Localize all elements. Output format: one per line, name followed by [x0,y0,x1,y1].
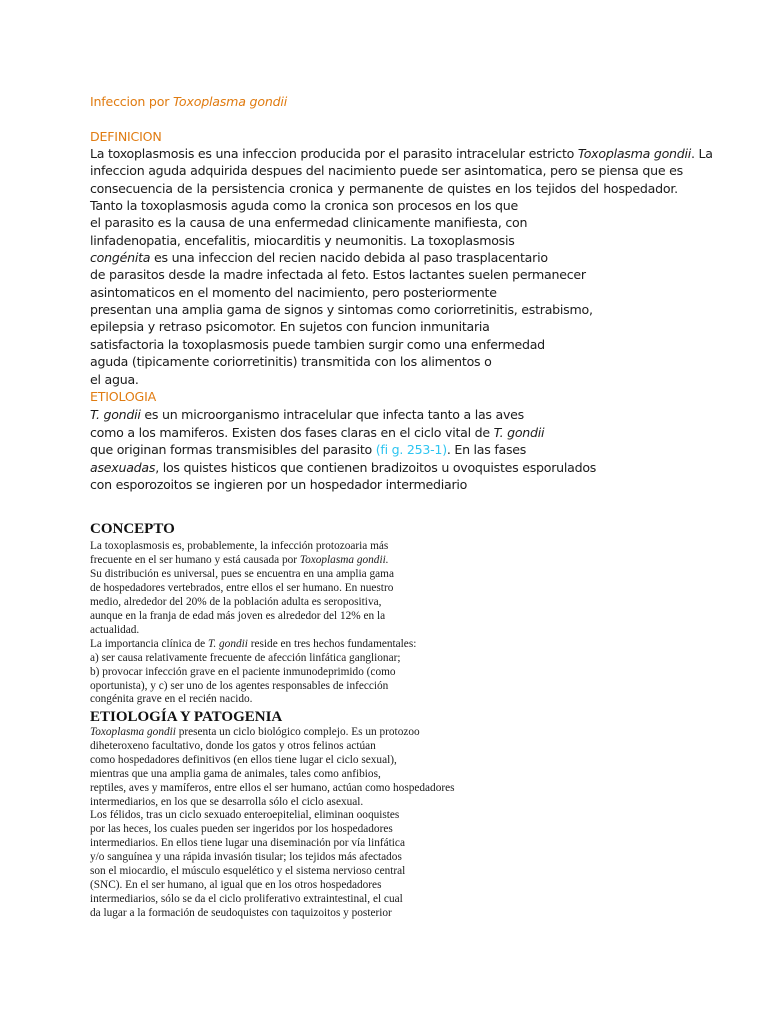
text-segment: intermediarios. En ellos tiene lugar una diseminación por vía linfática [90,837,405,850]
etiologia-heading: ETIOLOGIA [90,389,157,404]
text-segment: el agua. [90,371,139,387]
italic-term: T. gondii [493,424,545,440]
text-segment: de hospedadores vertebrados, entre ellos el ser humano. En nuestro [90,581,394,594]
text-line [90,850,402,864]
text-line [90,623,139,637]
text-segment: . La [691,146,713,161]
text-segment: intermediarios, en los que se desarrolla sólo el ciclo asexual. [90,795,364,808]
italic-term: T. gondii [90,407,141,422]
italic-term: congénita [90,250,151,266]
text-line [90,318,490,336]
text-segment: de parasitos desde la madre infectada al feto. Estos lactantes suelen permanecer [90,267,586,283]
text-line [90,162,683,180]
text-segment: b) provocar infección grave en el paciente inmunodeprimido (como [90,665,396,678]
text-segment: diheteroxeno facultativo, donde los gatos y otros felinos actúan [90,739,376,752]
text-segment: que originan formas transmisibles del parasito [90,442,376,457]
text-line [90,679,388,693]
text-segment: La toxoplasmosis es una infeccion producida por el parasito intracelular estricto [90,146,578,161]
text-line [90,459,596,477]
text-segment: medio, alrededor del 20% de la población adulta es seropositiva, [90,595,382,608]
text-line [90,906,392,920]
text-segment: es un microorganismo intracelular que infecta tanto a las aves [140,407,524,422]
text-line [90,441,526,459]
text-line [90,892,403,906]
text-segment: frecuente en el ser humano y está causada por [90,553,300,566]
text-line [90,581,393,595]
text-line [90,795,363,809]
text-segment: infeccion aguda adquirida despues del nacimiento puede ser asintomatica, pero se piensa que es [90,163,683,179]
text-line [90,595,381,609]
concepto-heading: CONCEPTO [90,521,175,537]
text-segment: a) ser causa relativamente frecuente de afección linfática ganglionar; [90,651,401,664]
text-segment: linfadenopatia, encefalitis, miocarditis y neumonitis. La toxoplasmosis [90,232,515,248]
text-line [90,266,586,284]
text-line [90,808,399,822]
title-text: Infeccion por [90,94,173,109]
text-line [90,232,515,250]
text-line [90,406,524,424]
text-segment: epilepsia y retraso psicomotor. En sujetos con funcion inmunitaria [90,319,490,335]
etiologia-patogenia-heading: ETIOLOGÍA Y PATOGENIA [90,709,283,725]
text-segment: La toxoplasmosis es, probablemente, la infección protozoaria más [90,540,389,552]
text-line [90,753,397,767]
text-line [90,651,401,665]
text-line [90,767,381,781]
text-segment: oportunista), y c) ser uno de los agentes responsables de infección [90,679,389,692]
text-segment: aguda (tipicamente coriorretinitis) transmitida con los alimentos o [90,354,492,370]
italic-term: asexuadas [90,459,156,475]
italic-term: Toxoplasma gondii. [299,553,389,566]
text-line [90,692,252,706]
italic-term: T. gondii [207,637,248,650]
text-segment: y/o sanguínea y una rápida invasión tisular; los tejidos más afectados [90,851,402,864]
text-line [90,424,544,442]
text-line [90,180,678,198]
text-line [90,609,385,623]
text-line [90,371,139,389]
text-segment: intermediarios, sólo se da el ciclo proliferativo extraintestinal, el cual [90,892,403,905]
text-segment: reside en tres hechos fundamentales: [247,637,417,650]
text-segment: son el miocardio, el músculo esquelético y el sistema nervioso central [90,865,406,877]
document-title [90,94,287,109]
text-segment: con esporozoitos se ingieren por un hospedador intermediario [90,477,468,492]
text-segment: asintomaticos en el momento del nacimiento, pero posteriormente [90,284,497,300]
text-line [90,822,393,836]
text-line [90,197,518,215]
text-line [90,476,467,494]
text-segment: presenta un ciclo biológico complejo. Es un protozoo [175,726,420,738]
text-segment: . En las fases [446,442,527,457]
text-segment: como a los mamiferos. Existen dos fases claras en el ciclo vital de [90,424,494,440]
text-segment: satisfactoria la toxoplasmosis puede tambien surgir como una enfermedad [90,336,545,352]
text-segment: aunque en la franja de edad más joven es alrededor del 12% en la [90,609,386,622]
text-line [90,249,548,267]
italic-term: Toxoplasma gondii [577,146,692,161]
italic-term: Toxoplasma gondii [90,726,176,738]
text-segment: Tanto la toxoplasmosis aguda como la cronica son procesos en los que [90,198,519,213]
title-species: Toxoplasma gondii [173,94,288,109]
text-segment: actualidad. [90,623,140,636]
text-segment: por las heces, los cuales pueden ser ingeridos por los hospedadores [90,823,393,836]
text-segment: el parasito es la causa de una enfermedad clinicamente manifiesta, con [90,215,528,231]
text-line [90,864,405,878]
text-line [90,878,381,892]
text-line [90,214,527,232]
text-segment: como hospedadores definitivos (en ellos tiene lugar el ciclo sexual), [90,753,397,766]
text-line [90,637,416,651]
text-segment: consecuencia de la persistencia cronica y permanente de quistes en los tejidos del hospedador. [90,180,678,196]
figure-reference-link: (fi g. 253-1) [375,442,447,457]
text-line [90,567,394,581]
text-line [90,725,420,739]
text-line [90,301,593,319]
text-line [90,539,388,553]
text-line [90,836,405,850]
text-segment: Su distribución es universal, pues se encuentra en una amplia gama [90,567,394,580]
text-segment: , los quistes histicos que contienen bradizoitos u ovoquistes esporulados [155,459,597,475]
text-segment: Los félidos, tras un ciclo sexuado enteroepitelial, eliminan ooquistes [90,809,400,822]
text-line [90,353,492,371]
text-segment: presentan una amplia gama de signos y sintomas como coriorretinitis, estrabismo, [90,302,593,318]
text-line [90,781,455,795]
text-line [90,665,396,679]
definicion-heading: DEFINICION [90,129,162,144]
text-line [90,145,713,163]
text-line [90,739,376,753]
text-segment: reptiles, aves y mamíferos, entre ellos el ser humano, actúan como hospedadores [90,781,455,794]
text-line [90,284,497,302]
text-segment: La importancia clínica de [90,637,208,650]
text-segment: mientras que una amplia gama de animales, tales como anfibios, [90,767,381,780]
text-segment: congénita grave en el recién nacido. [90,693,253,706]
text-segment: da lugar a la formación de seudoquistes con taquizoitos y posterior [90,906,392,919]
text-line [90,336,545,354]
text-segment: es una infeccion del recien nacido debida al paso trasplacentario [150,250,548,266]
text-segment: (SNC). En el ser humano, al igual que en los otros hospedadores [90,878,382,891]
text-line [90,553,389,567]
